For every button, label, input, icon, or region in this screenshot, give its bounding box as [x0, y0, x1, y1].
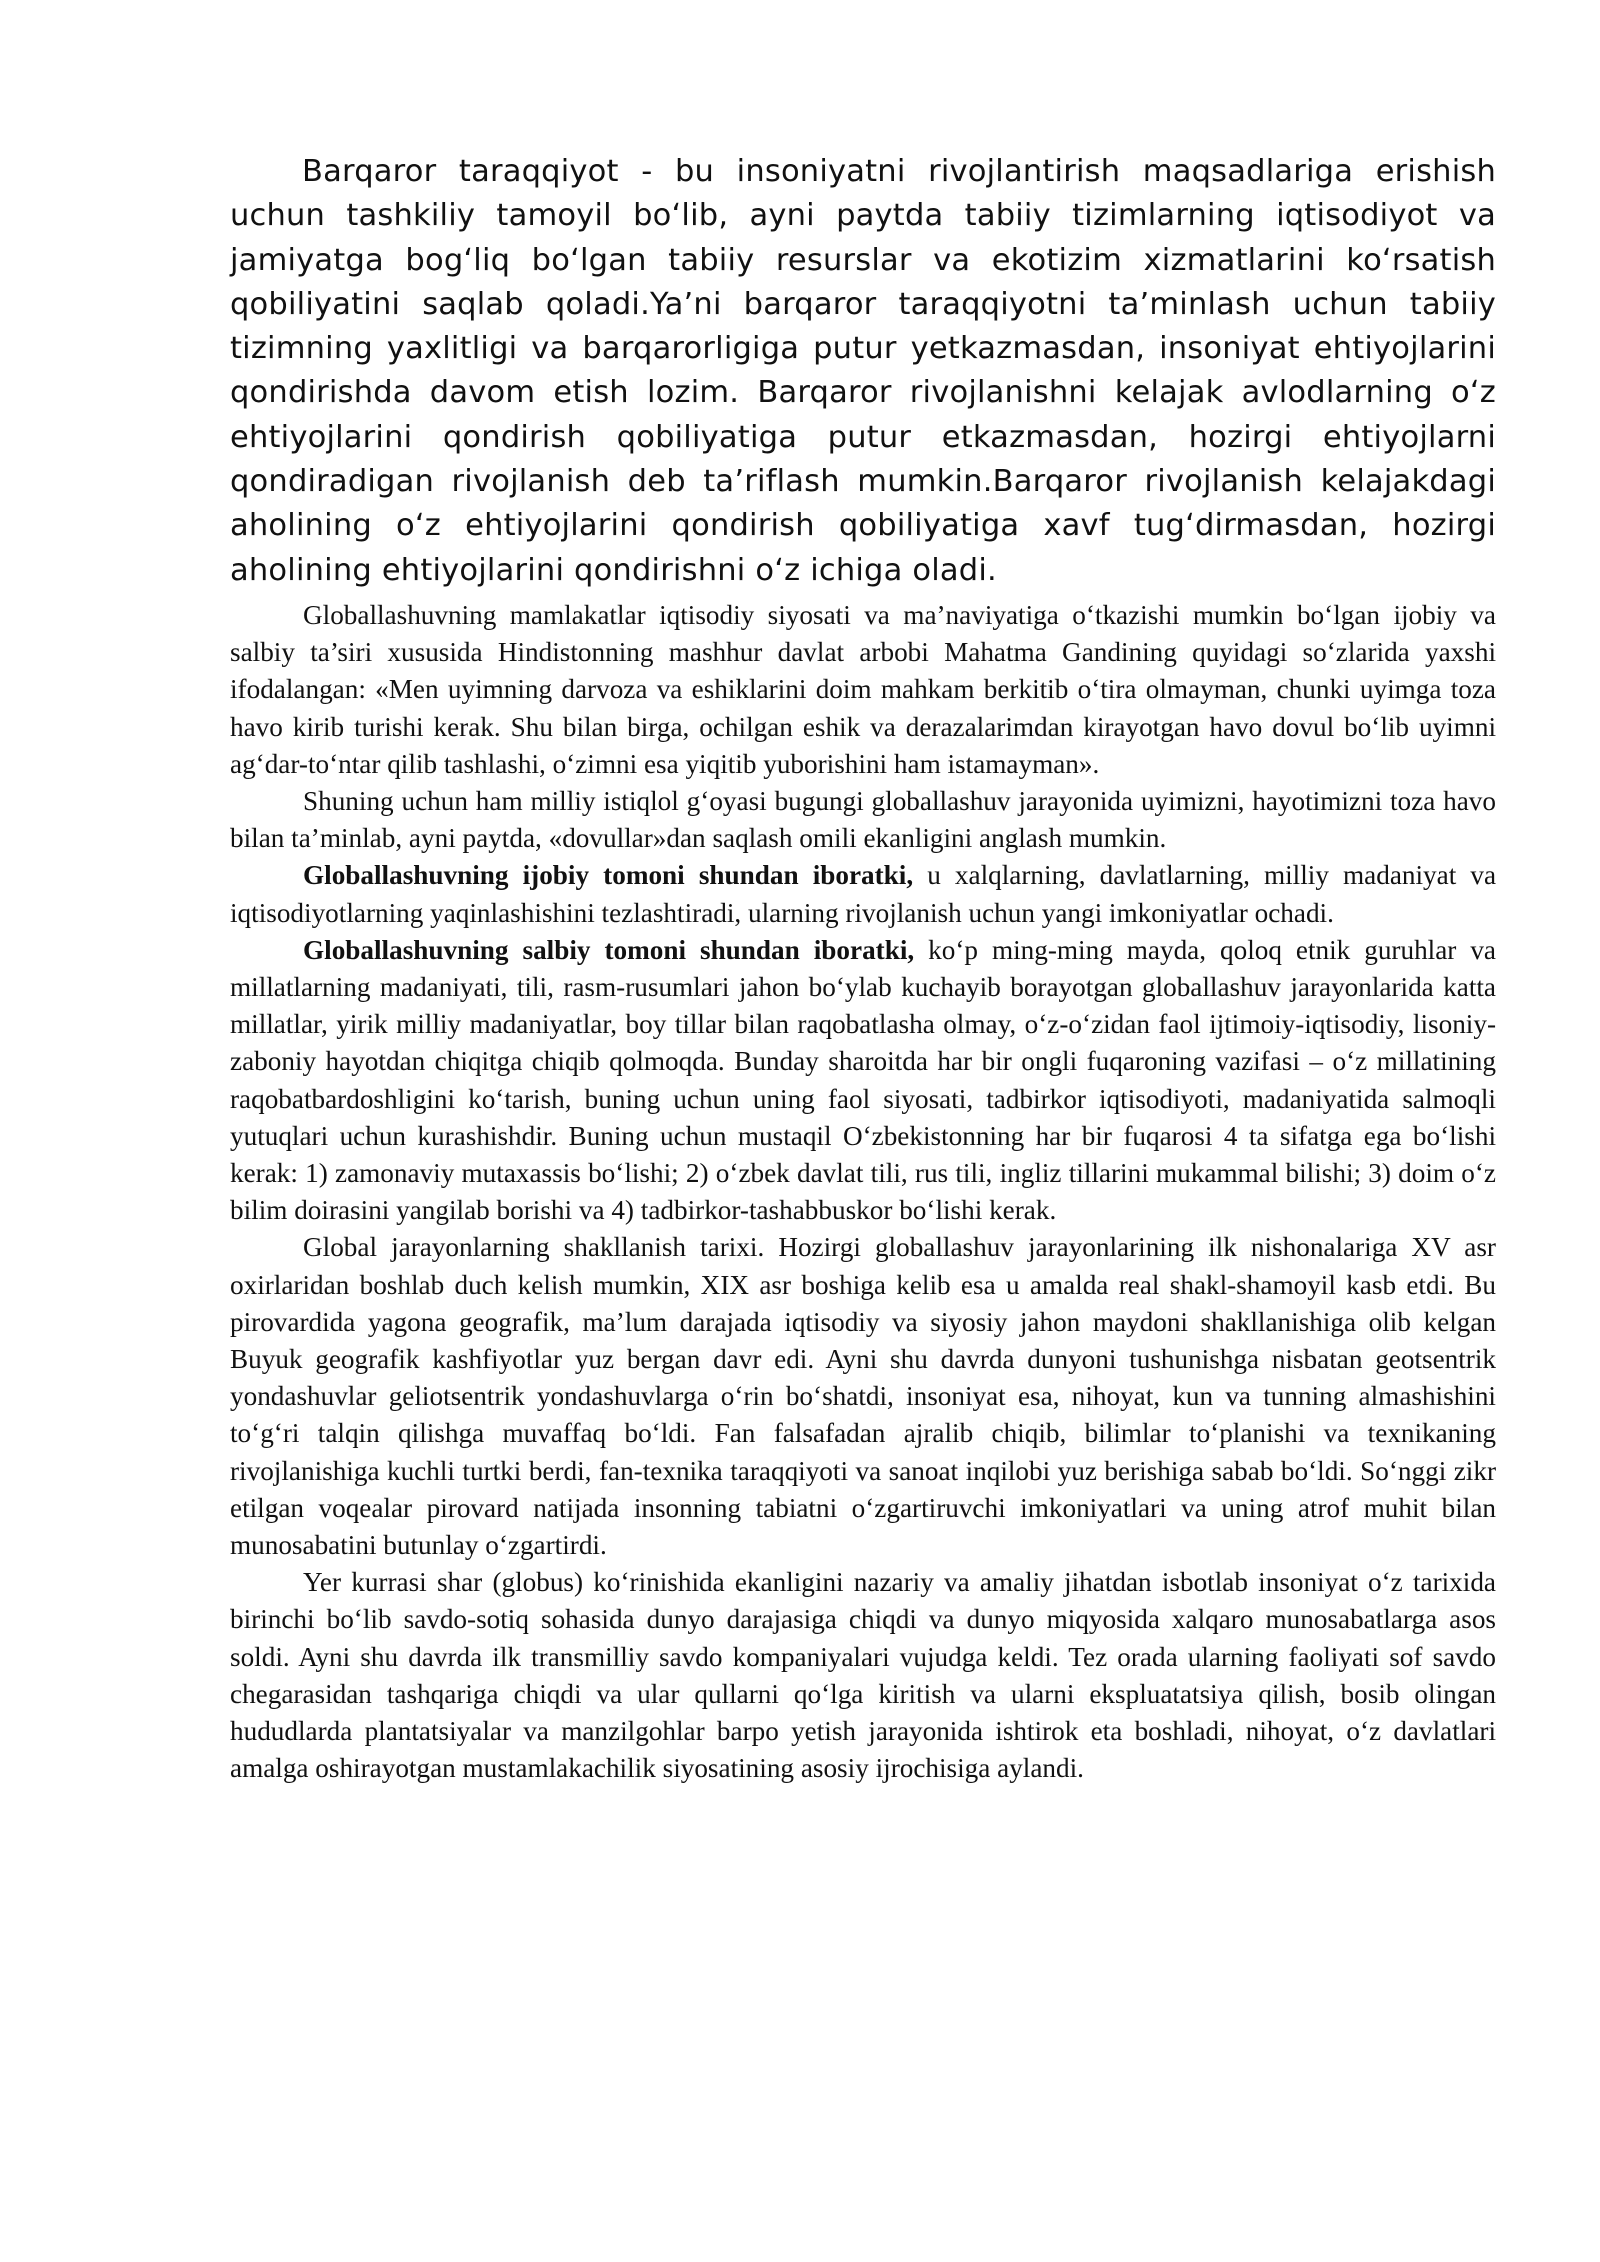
negative-side-heading: Globallashuvning salbiy tomoni shundan iboratki,: [303, 934, 915, 965]
document-page: [230, 150, 1496, 1787]
paragraph-sustainable-development: Barqaror taraqqiyot - bu insoniyatni rivojlantirish maqsadlariga erishish uchun tashkiliy tamoyil bo‘lib, ayni paytda tabiiy tizimlarning iqtisodiyot va jamiyatga bog‘liq bo‘lgan tabiiy resurslar va ekotizim xizmatlarini ko‘rsatish qobiliyatini saqlab qoladi.Ya’ni barqaror taraqqiyotni ta’minlash uchun tabiiy tizimning yaxlitligi va barqarorligiga putur yetkazmasdan, insoniyat ehtiyojlarini qondirishda davom etish lozim. Barqaror rivojlanishni kelajak avlodlarning o‘z ehtiyojlarini qondirish qobiliyatiga putur etkazmasdan, hozirgi ehtiyojlarni qondiradigan rivojlanish deb ta’riflash mumkin.Barqaror rivojlanish kelajakdagi aholining o‘z ehtiyojlarini qondirish qobiliyatiga xavf tug‘dirmasdan, hozirgi aholining ehtiyojlarini qondirishni o‘z ichiga oladi.: [230, 154, 1496, 588]
paragraph-global-history: Global jarayonlarning shakllanish tarixi. Hozirgi globallashuv jarayonlarining ilk nishonalariga XV asr oxirlaridan boshlab duch kelish mumkin, XIX asr boshiga kelib esa u amalda real shakl-shamoyil kasb etdi. Bu pirovardida yagona geografik, ma’lum darajada iqtisodiy va siyosiy jahon maydoni shakllanishiga olib kelgan Buyuk geografik kashfiyotlar yuz bergan davr edi. Ayni shu davrda dunyoni tushunishga nisbatan geotsentrik yondashuvlar geliotsentrik yondashuvlarga o‘rin bo‘shatdi, insoniyat esa, nihoyat, kun va tunning almashishini to‘g‘ri talqin qilishga muvaffaq bo‘ldi. Fan falsafadan ajralib chiqib, bilimlar to‘planishi va texnikaning rivojlanishiga kuchli turtki berdi, fan-texnika taraqqiyoti va sanoat inqilobi yuz berishiga sabab bo‘ldi. So‘nggi zikr etilgan voqealar pirovard natijada insonning tabiatni o‘zgartiruvchi imkoniyatlari va uning atrof muhit bilan munosabatini butunlay o‘zgartirdi.: [230, 1232, 1496, 1561]
paragraph-national-idea: Shuning uchun ham milliy istiqlol g‘oyasi bugungi globallashuv jarayonida uyimizni, hayotimizni toza havo bilan ta’minlab, ayni paytda, «dovullar»dan saqlash omili ekanligini anglash mumkin.: [230, 785, 1496, 854]
negative-side-text: ko‘p ming-ming mayda, qoloq etnik guruhlar va millatlarning madaniyati, tili, rasm-rusumlari jahon bo‘ylab kuchayib borayotgan globallashuv jarayonlarida katta millatlar, yirik milliy madaniyatlar, boy tillar bilan raqobatlasha olmay, o‘z-o‘zidan faol ijtimoiy-iqtisodiy, lisoniy-zaboniy hayotdan chiqitga chiqib qolmoqda. Bunday sharoitda har bir ongli fuqaroning vazifasi – o‘z millatining raqobatbardoshligini ko‘tarish, buning uchun uning faol siyosati, tadbirkor iqtisodiyoti, madaniyatida salmoqli yutuqlari uchun kurashishdir. Buning uchun mustaqil O‘zbekistonning har bir fuqarosi 4 ta sifatga ega bo‘lishi kerak: 1) zamonaviy mutaxassis bo‘lishi; 2) o‘zbek davlat tili, rus tili, ingliz tillarini mukammal bilishi; 3) doim o‘z bilim doirasini yangilab borishi va 4) tadbirkor-tashabbuskor bo‘lishi kerak.: [230, 934, 1496, 1226]
paragraph-negative-side: [230, 932, 1496, 1230]
paragraph-positive-side: [230, 857, 1496, 931]
paragraph-globe-trade: Yer kurrasi shar (globus) ko‘rinishida ekanligini nazariy va amaliy jihatdan isbotlab insoniyat o‘z tarixida birinchi bo‘lib savdo-sotiq sohasida dunyo darajasiga chiqdi va dunyo miqyosida xalqaro munosabatlarga asos soldi. Ayni shu davrda ilk transmilliy savdo kompaniyalari vujudga keldi. Tez orada ularning faoliyati sof savdo chegarasidan tashqariga chiqdi va ular qullarni qo‘lga kiritish va ularni ekspluatatsiya qilish, bosib olingan hududlarda plantatsiyalar va manzilgohlar barpo yetish jarayonida ishtirok eta boshladi, nihoyat, o‘z davlatlari amalga oshirayotgan mustamlakachilik siyosatining asosiy ijrochisiga aylandi.: [230, 1567, 1496, 1784]
paragraph-gandhi-quote: Globallashuvning mamlakatlar iqtisodiy siyosati va ma’naviyatiga o‘tkazishi mumkin bo‘lgan ijobiy va salbiy ta’siri xususida Hindistonning mashhur davlat arbobi Mahatma Gandining quyidagi so‘zlarida yaxshi ifodalangan: «Men uyimning darvoza va eshiklarini doim mahkam berkitib o‘tira olmayman, chunki uyimga toza havo kirib turishi kerak. Shu bilan birga, ochilgan eshik va derazalarimdan kirayotgan havo dovul bo‘lib uyimni ag‘dar-to‘ntar qilib tashlashi, o‘zimni esa yiqitib yuborishini ham istamayman».: [230, 599, 1496, 779]
positive-side-heading: Globallashuvning ijobiy tomoni shundan iboratki,: [303, 860, 914, 891]
positive-side-text: u xalqlarning, davlatlarning, milliy madaniyat va iqtisodiyotlarning yaqinlashishini tezlashtiradi, ularning rivojlanish uchun yangi imkoniyatlar ochadi.: [230, 860, 1497, 928]
